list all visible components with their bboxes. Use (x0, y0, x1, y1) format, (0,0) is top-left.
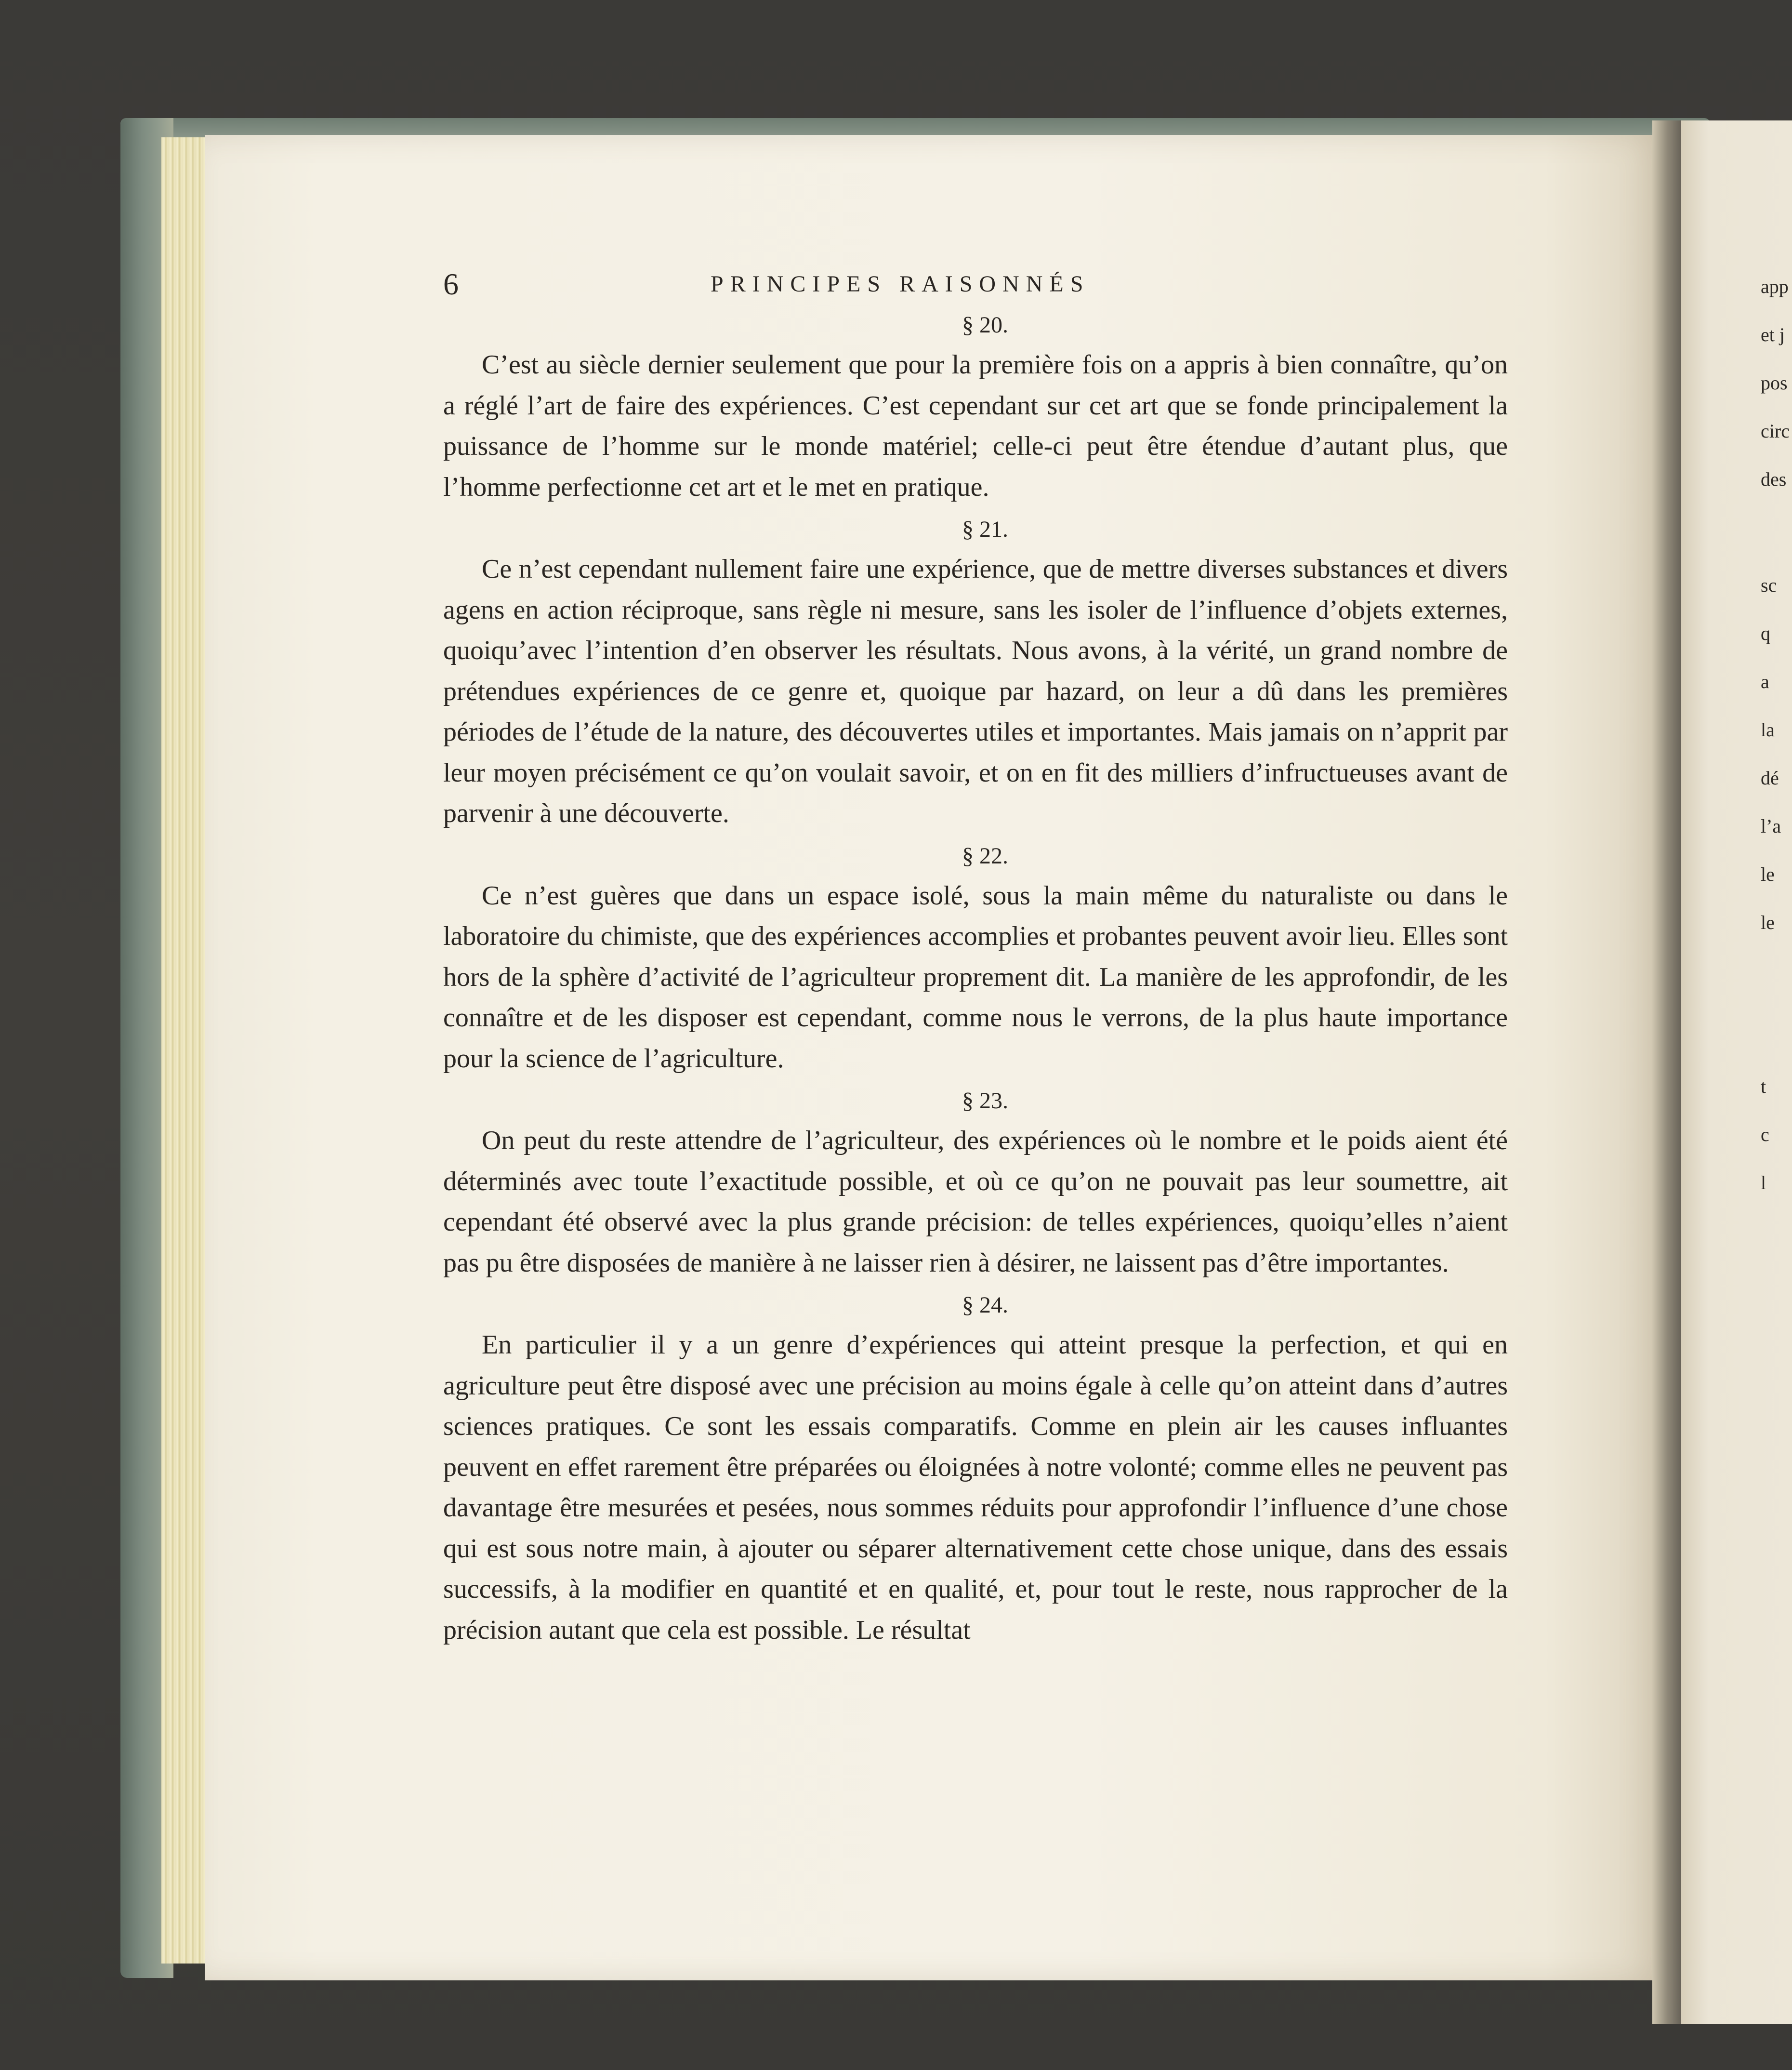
fragment: a (1761, 671, 1769, 692)
section-mark: § 20. (962, 312, 1008, 338)
fragment: le (1761, 863, 1775, 885)
fragment: t (1761, 1075, 1766, 1097)
section-mark: § 23. (962, 1088, 1008, 1114)
section-mark: § 24. (962, 1292, 1008, 1318)
section-mark: § 21. (962, 517, 1008, 542)
section-paragraph: Ce n’est guères que dans un espace isolé, sous la main même du naturaliste ou dans le laboratoire du chimiste, que des expériences accomplies et probantes peuvent avoir lieu. Elles sont hors de la sphère d’activité de l’agriculteur proprement dit. La manière de les approfondir, de les connaître et de les disposer est cependant, comme nous le verrons, de la plus haute importance pour la science de l’agriculture. (443, 880, 1508, 1074)
running-head: PRINCIPES RAISONNÉS (711, 271, 1090, 297)
fragment: la (1761, 719, 1775, 741)
page-stack-edges (161, 137, 210, 1964)
section-paragraph: On peut du reste attendre de l’agriculteur, des expériences où le nombre et le poids aient été déterminés avec toute l’exactitude possible, et où ce qu’on ne pouvait pas leur soumettre, ait cependant été observé avec la plus grande précision: de telles expériences, quoiqu’elles n’aient pas pu être disposées de manière à ne laisser rien à désirer, ne laissent pas d’être importantes. (443, 1126, 1508, 1278)
fragment: q (1761, 623, 1770, 644)
section-paragraph: Ce n’est cependant nullement faire une expérience, que de mettre diverses substances et divers agens en action réciproque, sans règle ni mesure, sans les isoler de l’influence d’objets externes, quoiqu’avec l’intention d’en observer les résultats. Nous avons, à la vérité, un grand nombre de prétendues expériences de ce genre et, quoique par hazard, on leur a dû dans les premières périodes de l’étude de la nature, des découvertes utiles et importantes. Mais jamais on n’apprit par leur moyen précisément ce qu’on voulait savoir, et on en fit des milliers d’infructueuses avant de parvenir à une découverte. (443, 554, 1508, 828)
fragment: sc (1761, 574, 1777, 596)
section-paragraph: En particulier il y a un genre d’expériences qui atteint presque la perfection, et qui en agriculture peut être disposé avec une précision au moins égale à celle qu’on atteint dans d’autres sciences pratiques. Ce sont les essais comparatifs. Comme en plein air les causes influantes peuvent en effet rarement être préparées ou éloignées à notre volonté; comme elles ne peuvent pas davantage être mesurées et pesées, nous sommes réduits pour approfondir l’influence d’une chose qui est sous notre main, à ajouter ou séparer alternativement cette chose unique, dans des essais successifs, à la modifier en quantité et en qualité, et, pour tout le reste, nous rapprocher de la précision autant que cela est possible. Le résultat (443, 1330, 1508, 1645)
fragment: le (1761, 912, 1775, 933)
fragment: l’a (1761, 815, 1781, 837)
fragment: c (1761, 1124, 1769, 1145)
fragment: et j (1761, 324, 1785, 345)
fragment: circ (1761, 420, 1790, 442)
page-header (443, 263, 1508, 306)
fragment: dé (1761, 767, 1779, 789)
fragment: des (1761, 468, 1787, 490)
fragment: app (1761, 276, 1789, 297)
facing-page-text-fragments (1761, 263, 1792, 1207)
fragment: pos (1761, 372, 1788, 394)
page-text-block (443, 263, 1508, 1650)
section-mark: § 22. (962, 843, 1008, 869)
page-number: 6 (443, 267, 459, 301)
fragment: l (1761, 1172, 1766, 1194)
section-paragraph: C’est au siècle dernier seulement que pour la première fois on a appris à bien connaître, qu’on a réglé l’art de faire des expériences. C’est cependant sur cet art que se fonde principalement la puissance de l’homme sur le monde matériel; celle-ci peut être étendue d’autant plus, que l’homme perfectionne cet art et le met en pratique. (443, 350, 1508, 502)
